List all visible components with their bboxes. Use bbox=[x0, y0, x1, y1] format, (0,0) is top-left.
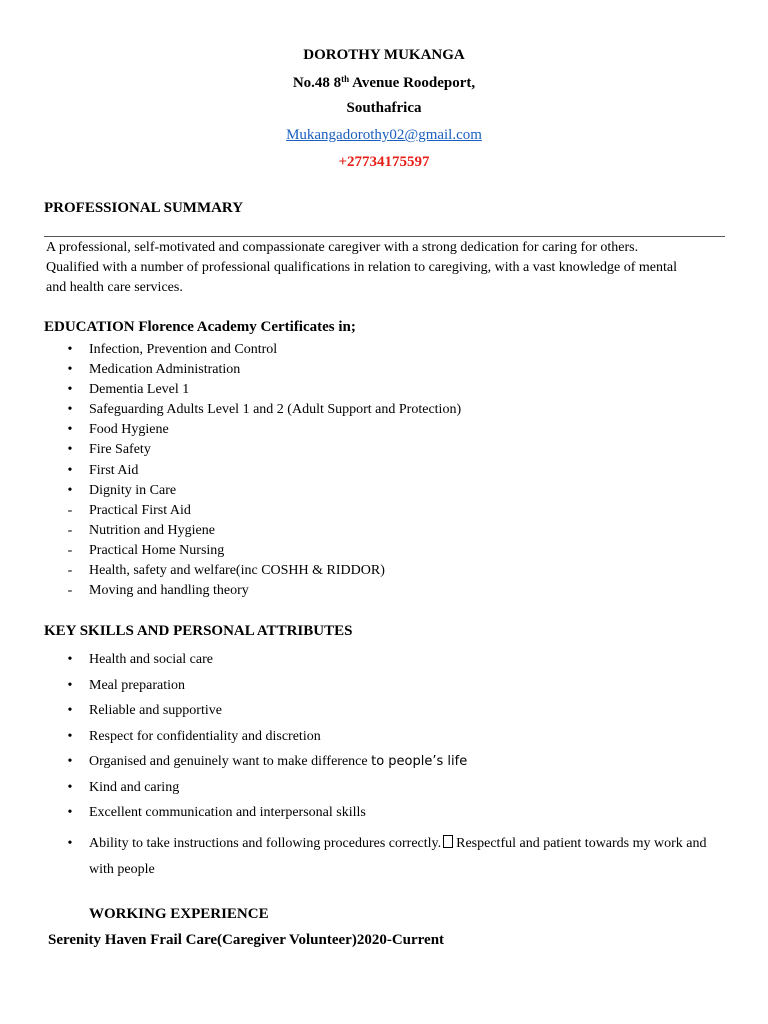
bullet-marker: • bbox=[67, 422, 73, 438]
list-item bbox=[0, 581, 461, 601]
list-item bbox=[0, 461, 461, 481]
bullet-marker: • bbox=[67, 402, 73, 418]
summary-paragraph: A professional, self-motivated and compassionate caregiver with a strong dedication for caring for others. Qualified with a number of professional qualifications in relation to caregiving, with a vast knowledge of mental and health care services. bbox=[46, 240, 677, 295]
dash-marker: - bbox=[67, 563, 73, 579]
list-item-text: Health, safety and welfare(inc COSHH & RIDDOR) bbox=[89, 563, 385, 579]
list-item bbox=[0, 400, 461, 420]
phone-number: +27734175597 bbox=[338, 154, 430, 170]
bullet-marker: • bbox=[67, 362, 73, 378]
list-item bbox=[0, 501, 461, 521]
list-item-text: Food Hygiene bbox=[89, 422, 169, 438]
list-item-text: Dignity in Care bbox=[89, 482, 177, 498]
list-item-text: Infection, Prevention and Control bbox=[89, 342, 278, 357]
skills-list bbox=[0, 650, 709, 883]
list-item bbox=[0, 481, 461, 501]
list-item-text: Kind and caring bbox=[89, 779, 180, 795]
bullet-marker: • bbox=[67, 442, 73, 458]
email-line bbox=[0, 127, 768, 144]
bullet-marker: • bbox=[67, 779, 73, 795]
missing-glyph-icon bbox=[443, 835, 453, 848]
list-item bbox=[0, 727, 709, 753]
summary-divider bbox=[44, 236, 725, 237]
list-item-text: Respectful and patient towards my work and with people bbox=[89, 835, 707, 877]
list-item bbox=[0, 831, 709, 883]
list-item bbox=[0, 752, 709, 778]
address-superscript: th bbox=[341, 74, 350, 84]
dash-marker: - bbox=[67, 542, 73, 558]
bullet-marker: • bbox=[67, 728, 73, 744]
list-item-text: Excellent communication and interpersonal skills bbox=[89, 805, 366, 820]
list-item-text: Reliable and supportive bbox=[89, 703, 222, 718]
dash-marker: - bbox=[67, 583, 73, 599]
list-item bbox=[0, 561, 461, 581]
dash-marker: - bbox=[67, 502, 73, 518]
summary-heading: PROFESSIONAL SUMMARY bbox=[44, 200, 244, 216]
list-item-text: Nutrition and Hygiene bbox=[89, 522, 215, 538]
list-item bbox=[0, 420, 461, 440]
list-item bbox=[0, 650, 709, 676]
list-item-text: Meal preparation bbox=[89, 677, 186, 693]
list-item bbox=[0, 541, 461, 561]
education-list bbox=[0, 340, 461, 601]
list-item-text: Health and social care bbox=[89, 652, 213, 667]
list-item bbox=[0, 380, 461, 400]
list-item-text: Organised and genuinely want to make difference bbox=[89, 754, 372, 769]
list-item bbox=[0, 676, 709, 702]
list-item-text: Safeguarding Adults Level 1 and 2 (Adult Support and Protection) bbox=[89, 402, 462, 418]
bullet-marker: • bbox=[67, 462, 73, 478]
list-item-text: Medication Administration bbox=[89, 362, 241, 378]
bullet-marker: • bbox=[67, 835, 73, 851]
dash-marker: - bbox=[67, 522, 73, 538]
address-line bbox=[0, 74, 768, 92]
list-item-text: Dementia Level 1 bbox=[89, 382, 190, 398]
candidate-name: DOROTHY MUKANGA bbox=[303, 47, 465, 63]
list-item-text: Fire Safety bbox=[89, 442, 151, 458]
list-item-text-tail: to people’s life bbox=[371, 754, 468, 769]
email-link[interactable]: Mukangadorothy02@gmail.com bbox=[286, 127, 482, 143]
list-item bbox=[0, 803, 709, 829]
experience-entry: Serenity Haven Frail Care(Caregiver Volunteer)2020-Current bbox=[48, 932, 445, 948]
address-suffix: Avenue Roodeport, bbox=[349, 75, 476, 91]
list-item-text: First Aid bbox=[89, 462, 139, 478]
bullet-marker: • bbox=[67, 754, 73, 769]
list-item-text: Moving and handling theory bbox=[89, 583, 249, 599]
bullet-marker: • bbox=[67, 482, 73, 498]
bullet-marker: • bbox=[67, 703, 73, 718]
list-item bbox=[0, 440, 461, 460]
bullet-marker: • bbox=[67, 382, 73, 398]
bullet-marker: • bbox=[67, 342, 73, 357]
list-item bbox=[0, 778, 709, 804]
list-item bbox=[0, 360, 461, 380]
address-prefix: No.48 8 bbox=[292, 75, 342, 91]
bullet-marker: • bbox=[67, 652, 73, 667]
list-item bbox=[0, 340, 461, 360]
country-line: Southafrica bbox=[346, 100, 422, 116]
bullet-marker: • bbox=[67, 805, 73, 820]
list-item-text: Practical First Aid bbox=[89, 502, 191, 518]
skills-heading: KEY SKILLS AND PERSONAL ATTRIBUTES bbox=[44, 623, 353, 639]
bullet-marker: • bbox=[67, 677, 73, 693]
education-heading: EDUCATION Florence Academy Certificates in; bbox=[44, 319, 356, 335]
list-item bbox=[0, 521, 461, 541]
list-item-text: Practical Home Nursing bbox=[89, 542, 225, 558]
list-item-text: Ability to take instructions and following procedures correctly. bbox=[89, 835, 442, 851]
list-item bbox=[0, 701, 709, 727]
experience-heading: WORKING EXPERIENCE bbox=[89, 906, 269, 922]
list-item-text: Respect for confidentiality and discretion bbox=[89, 728, 321, 744]
